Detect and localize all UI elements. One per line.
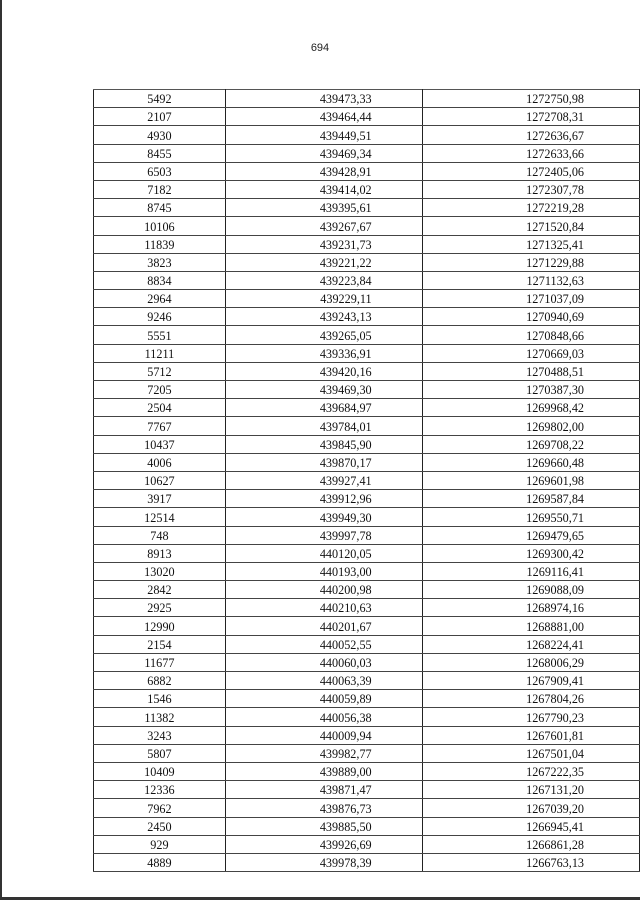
y-coordinate-cell: 1272405,06: [422, 162, 639, 180]
x-coordinate-cell: 439449,51: [225, 126, 422, 144]
y-coordinate-cell: 1269300,42: [422, 544, 639, 562]
table-row: [94, 308, 640, 326]
table-row: [94, 508, 640, 526]
x-coordinate-cell: 439978,39: [225, 853, 422, 871]
table-row: [94, 817, 640, 835]
y-coordinate-cell: 1267131,20: [422, 781, 639, 799]
x-coordinate-cell: 439414,02: [225, 180, 422, 198]
y-coordinate-cell: 1268881,00: [422, 617, 639, 635]
y-coordinate-cell: 1268006,29: [422, 653, 639, 671]
table-row: [94, 435, 640, 453]
y-coordinate-cell: 1267039,20: [422, 799, 639, 817]
y-coordinate-cell: 1270488,51: [422, 362, 639, 380]
y-coordinate-cell: 1271325,41: [422, 235, 639, 253]
point-id-cell: 3823: [94, 253, 226, 271]
table-row: [94, 199, 640, 217]
y-coordinate-cell: 1271132,63: [422, 271, 639, 289]
table-row: [94, 362, 640, 380]
x-coordinate-cell: 439428,91: [225, 162, 422, 180]
point-id-cell: 13020: [94, 562, 226, 580]
table-row: [94, 672, 640, 690]
table-row: [94, 526, 640, 544]
x-coordinate-cell: 439997,78: [225, 526, 422, 544]
y-coordinate-cell: 1266945,41: [422, 817, 639, 835]
point-id-cell: 5807: [94, 744, 226, 762]
table-row: [94, 399, 640, 417]
x-coordinate-cell: 439229,11: [225, 290, 422, 308]
table-row: [94, 144, 640, 162]
table-row: [94, 799, 640, 817]
point-id-cell: 8834: [94, 271, 226, 289]
point-id-cell: 11839: [94, 235, 226, 253]
y-coordinate-cell: 1266763,13: [422, 853, 639, 871]
x-coordinate-cell: 440060,03: [225, 653, 422, 671]
point-id-cell: 11677: [94, 653, 226, 671]
table-row: [94, 726, 640, 744]
x-coordinate-cell: 439395,61: [225, 199, 422, 217]
y-coordinate-cell: 1267222,35: [422, 762, 639, 780]
table-row: [94, 90, 640, 108]
y-coordinate-cell: 1269587,84: [422, 490, 639, 508]
table-row: [94, 126, 640, 144]
point-id-cell: 3917: [94, 490, 226, 508]
x-coordinate-cell: 439684,97: [225, 399, 422, 417]
x-coordinate-cell: 439464,44: [225, 108, 422, 126]
table-row: [94, 690, 640, 708]
point-id-cell: 12514: [94, 508, 226, 526]
point-id-cell: 7182: [94, 180, 226, 198]
y-coordinate-cell: 1267804,26: [422, 690, 639, 708]
x-coordinate-cell: 439469,30: [225, 381, 422, 399]
table-row: [94, 344, 640, 362]
table-row: [94, 617, 640, 635]
table-row: [94, 417, 640, 435]
y-coordinate-cell: 1270940,69: [422, 308, 639, 326]
x-coordinate-cell: 439927,41: [225, 471, 422, 489]
point-id-cell: 2842: [94, 581, 226, 599]
x-coordinate-cell: 440059,89: [225, 690, 422, 708]
y-coordinate-cell: 1269708,22: [422, 435, 639, 453]
x-coordinate-cell: 440201,67: [225, 617, 422, 635]
point-id-cell: 8455: [94, 144, 226, 162]
point-id-cell: 5712: [94, 362, 226, 380]
point-id-cell: 10409: [94, 762, 226, 780]
table-row: [94, 544, 640, 562]
x-coordinate-cell: 439885,50: [225, 817, 422, 835]
x-coordinate-cell: 440210,63: [225, 599, 422, 617]
point-id-cell: 1546: [94, 690, 226, 708]
point-id-cell: 2450: [94, 817, 226, 835]
y-coordinate-cell: 1269088,09: [422, 581, 639, 599]
y-coordinate-cell: 1269479,65: [422, 526, 639, 544]
x-coordinate-cell: 439871,47: [225, 781, 422, 799]
coordinates-table-body: [94, 90, 640, 872]
point-id-cell: 7205: [94, 381, 226, 399]
x-coordinate-cell: 439231,73: [225, 235, 422, 253]
point-id-cell: 12336: [94, 781, 226, 799]
table-row: [94, 599, 640, 617]
y-coordinate-cell: 1266861,28: [422, 835, 639, 853]
table-row: [94, 762, 640, 780]
table-row: [94, 781, 640, 799]
table-row: [94, 653, 640, 671]
x-coordinate-cell: 439221,22: [225, 253, 422, 271]
point-id-cell: 6503: [94, 162, 226, 180]
point-id-cell: 6882: [94, 672, 226, 690]
y-coordinate-cell: 1270387,30: [422, 381, 639, 399]
table-row: [94, 162, 640, 180]
x-coordinate-cell: 439889,00: [225, 762, 422, 780]
point-id-cell: 4930: [94, 126, 226, 144]
y-coordinate-cell: 1271229,88: [422, 253, 639, 271]
table-row: [94, 253, 640, 271]
x-coordinate-cell: 439336,91: [225, 344, 422, 362]
table-row: [94, 326, 640, 344]
y-coordinate-cell: 1272750,98: [422, 90, 639, 108]
table-row: [94, 635, 640, 653]
point-id-cell: 929: [94, 835, 226, 853]
scan-left-edge: [0, 0, 2, 900]
point-id-cell: 10627: [94, 471, 226, 489]
point-id-cell: 5492: [94, 90, 226, 108]
page-number: 694: [310, 42, 330, 54]
y-coordinate-cell: 1271037,09: [422, 290, 639, 308]
coordinates-table: [93, 89, 640, 872]
x-coordinate-cell: 440056,38: [225, 708, 422, 726]
point-id-cell: 8913: [94, 544, 226, 562]
point-id-cell: 7767: [94, 417, 226, 435]
y-coordinate-cell: 1267501,04: [422, 744, 639, 762]
x-coordinate-cell: 439420,16: [225, 362, 422, 380]
table-row: [94, 490, 640, 508]
point-id-cell: 8745: [94, 199, 226, 217]
table-row: [94, 708, 640, 726]
y-coordinate-cell: 1272633,66: [422, 144, 639, 162]
point-id-cell: 11382: [94, 708, 226, 726]
x-coordinate-cell: 440120,05: [225, 544, 422, 562]
table-row: [94, 835, 640, 853]
table-row: [94, 853, 640, 871]
point-id-cell: 2964: [94, 290, 226, 308]
x-coordinate-cell: 439473,33: [225, 90, 422, 108]
x-coordinate-cell: 439223,84: [225, 271, 422, 289]
point-id-cell: 4889: [94, 853, 226, 871]
table-row: [94, 217, 640, 235]
x-coordinate-cell: 439949,30: [225, 508, 422, 526]
y-coordinate-cell: 1268974,16: [422, 599, 639, 617]
table-row: [94, 108, 640, 126]
x-coordinate-cell: 439267,67: [225, 217, 422, 235]
y-coordinate-cell: 1270848,66: [422, 326, 639, 344]
y-coordinate-cell: 1272636,67: [422, 126, 639, 144]
table-row: [94, 562, 640, 580]
point-id-cell: 2154: [94, 635, 226, 653]
point-id-cell: 7962: [94, 799, 226, 817]
x-coordinate-cell: 440193,00: [225, 562, 422, 580]
y-coordinate-cell: 1268224,41: [422, 635, 639, 653]
y-coordinate-cell: 1267601,81: [422, 726, 639, 744]
point-id-cell: 5551: [94, 326, 226, 344]
y-coordinate-cell: 1269802,00: [422, 417, 639, 435]
x-coordinate-cell: 439845,90: [225, 435, 422, 453]
table-row: [94, 180, 640, 198]
table-row: [94, 471, 640, 489]
x-coordinate-cell: 439912,96: [225, 490, 422, 508]
x-coordinate-cell: 439784,01: [225, 417, 422, 435]
point-id-cell: 10437: [94, 435, 226, 453]
y-coordinate-cell: 1269550,71: [422, 508, 639, 526]
y-coordinate-cell: 1267790,23: [422, 708, 639, 726]
point-id-cell: 12990: [94, 617, 226, 635]
point-id-cell: 2107: [94, 108, 226, 126]
table-row: [94, 453, 640, 471]
point-id-cell: 9246: [94, 308, 226, 326]
x-coordinate-cell: 439265,05: [225, 326, 422, 344]
y-coordinate-cell: 1269601,98: [422, 471, 639, 489]
table-row: [94, 235, 640, 253]
y-coordinate-cell: 1271520,84: [422, 217, 639, 235]
x-coordinate-cell: 439926,69: [225, 835, 422, 853]
y-coordinate-cell: 1267909,41: [422, 672, 639, 690]
x-coordinate-cell: 440063,39: [225, 672, 422, 690]
x-coordinate-cell: 440052,55: [225, 635, 422, 653]
y-coordinate-cell: 1272307,78: [422, 180, 639, 198]
point-id-cell: 2504: [94, 399, 226, 417]
y-coordinate-cell: 1272219,28: [422, 199, 639, 217]
point-id-cell: 2925: [94, 599, 226, 617]
y-coordinate-cell: 1272708,31: [422, 108, 639, 126]
x-coordinate-cell: 439243,13: [225, 308, 422, 326]
x-coordinate-cell: 439982,77: [225, 744, 422, 762]
x-coordinate-cell: 439870,17: [225, 453, 422, 471]
y-coordinate-cell: 1269968,42: [422, 399, 639, 417]
point-id-cell: 10106: [94, 217, 226, 235]
y-coordinate-cell: 1269116,41: [422, 562, 639, 580]
x-coordinate-cell: 439469,34: [225, 144, 422, 162]
x-coordinate-cell: 440200,98: [225, 581, 422, 599]
y-coordinate-cell: 1269660,48: [422, 453, 639, 471]
point-id-cell: 11211: [94, 344, 226, 362]
table-row: [94, 271, 640, 289]
table-row: [94, 581, 640, 599]
point-id-cell: 3243: [94, 726, 226, 744]
table-row: [94, 744, 640, 762]
x-coordinate-cell: 440009,94: [225, 726, 422, 744]
x-coordinate-cell: 439876,73: [225, 799, 422, 817]
table-row: [94, 381, 640, 399]
table-row: [94, 290, 640, 308]
y-coordinate-cell: 1270669,03: [422, 344, 639, 362]
point-id-cell: 4006: [94, 453, 226, 471]
point-id-cell: 748: [94, 526, 226, 544]
